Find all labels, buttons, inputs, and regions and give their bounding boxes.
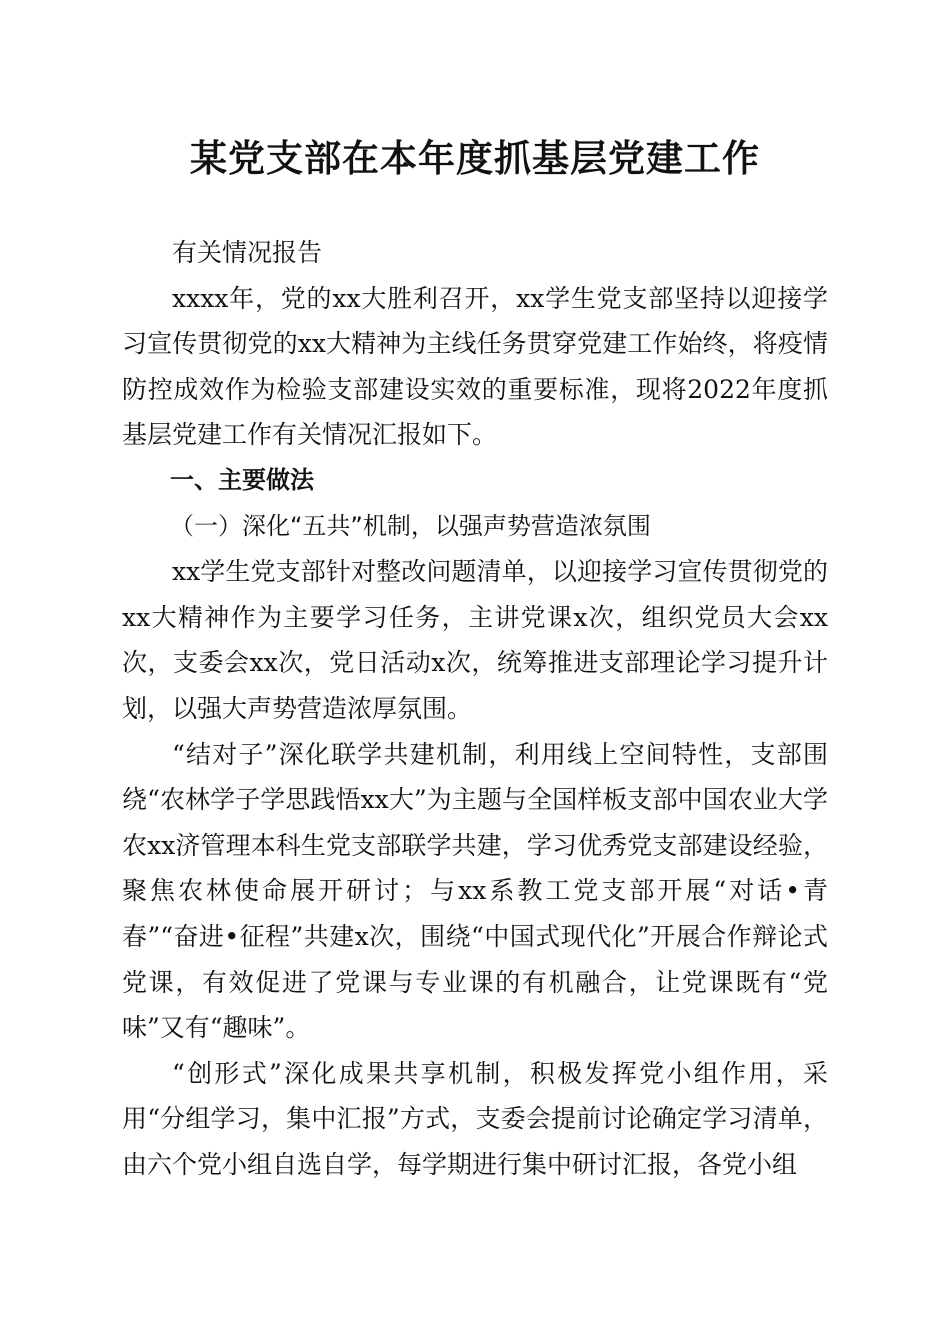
- document-subtitle: 有关情况报告: [172, 238, 323, 267]
- intro-paragraph: xxxx年，党的xx大胜利召开，xx学生党支部坚持以迎接学习宣传贯彻党的xx大精神为主线任务贯穿党建工作始终，将疫情防控成效作为检验支部建设实效的重要标准，现将2022年度抓基层党建工作有关情况汇报如下。: [122, 283, 828, 450]
- body-paragraph-3: “创形式”深化成果共享机制，积极发挥党小组作用，采用“分组学习，集中汇报”方式，支委会提前讨论确定学习清单，由六个党小组自选自学，每学期进行集中研讨汇报，各党小组: [122, 1058, 828, 1179]
- document-title: 某党支部在本年度抓基层党建工作: [190, 136, 760, 180]
- body-paragraph-1: xx学生党支部针对整改问题清单，以迎接学习宣传贯彻党的xx大精神作为主要学习任务，主讲党课x次，组织党员大会xx次，支委会xx次，党日活动x次，统筹推进支部理论学习提升计划，以强大声势营造浓厚氛围。: [122, 557, 828, 723]
- section-heading: 一、主要做法: [170, 465, 314, 494]
- body-paragraph-2: “结对子”深化联学共建机制，利用线上空间特性，支部围绕“农林学子学思践悟xx大”为主题与全国样板支部中国农业大学农xx济管理本科生党支部联学共建，学习优秀党支部建设经验，聚焦农林使命展开研讨；与xx系教工党支部开展“对话•青春”“奋进•征程”共建x次，围绕“中国式现代化”开展合作辩论式党课，有效促进了党课与专业课的有机融合，让党课既有“党味”又有“趣味”。: [122, 739, 828, 1043]
- subsection-heading: （一）深化“五共”机制，以强声势营造浓氛围: [170, 511, 651, 540]
- document-body: [122, 230, 828, 1187]
